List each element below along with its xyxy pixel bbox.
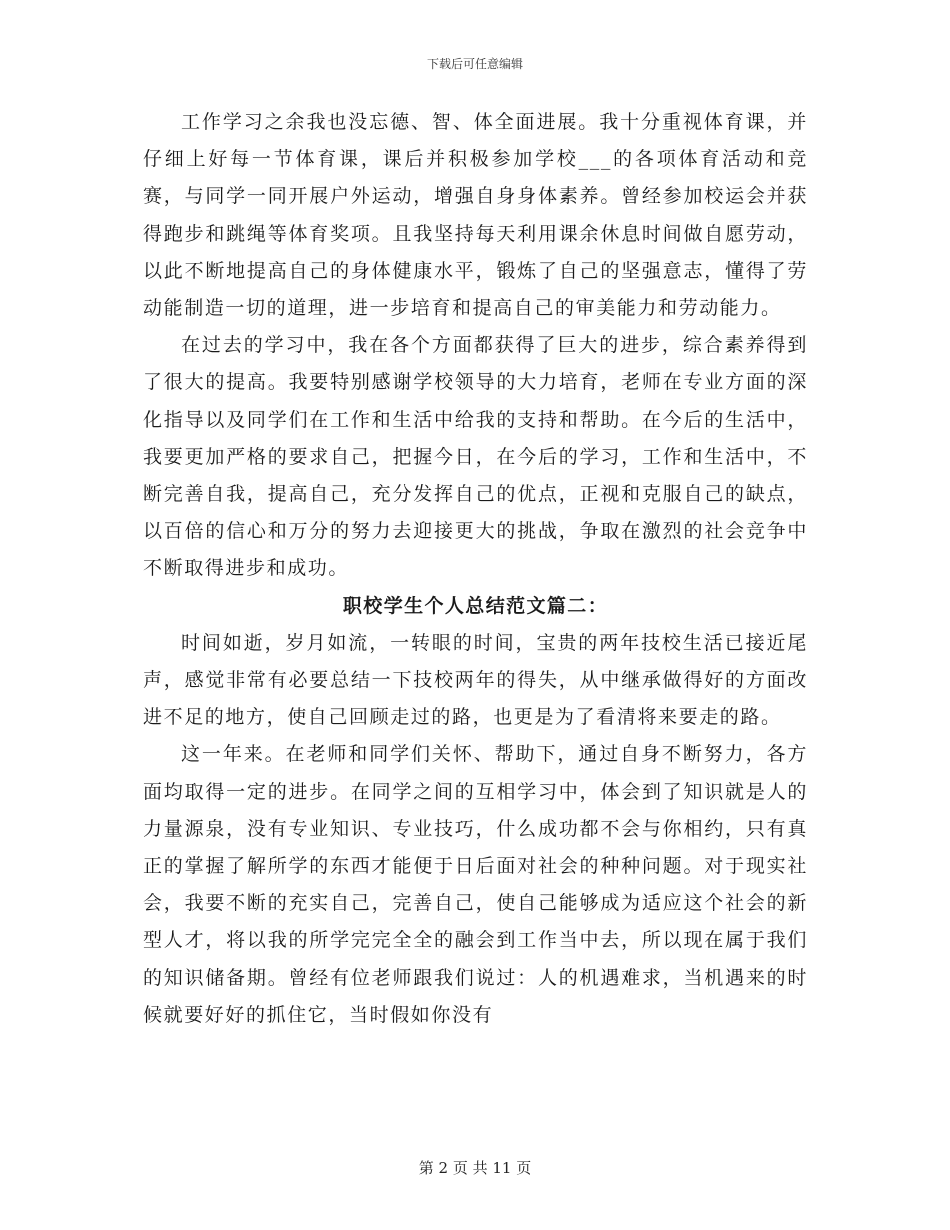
paragraph-sports: 工作学习之余我也没忘德、智、体全面进展。我十分重视体育课，并仔细上好每一节体育课，课后并积极参加学校___的各项体育活动和竞赛，与同学一同开展户外运动，增强自身身体素养。曾经参加校运会并获得跑步和跳绳等体育奖项。且我坚持每天利用课余休息时间做自愿劳动，以此不断地提高自己的身体健康水平，锻炼了自己的坚强意志，懂得了劳动能制造一切的道理，进一步培育和提高自己的审美能力和劳动能力。 — [143, 111, 808, 320]
paragraph-year: 这一年来。在老师和同学们关怀、帮助下，通过自身不断努力，各方面均取得一定的进步。在同学之间的互相学习中，体会到了知识就是人的力量源泉，没有专业知识、专业技巧，什么成功都不会与你相约，只有真正的掌握了解所学的东西才能便于日后面对社会的种种问题。对于现实社会，我要不断的充实自己，完善自己，使自己能够成为适应这个社会的新型人才，将以我的所学完完全全的融会到工作当中去，所以现在属于我们的知识储备期。曾经有位老师跟我们说过：人的机遇难求，当机遇来的时候就要好好的抓住它，当时假如你没有 — [143, 743, 808, 1026]
paragraph-time: 时间如逝，岁月如流，一转眼的时间，宝贵的两年技校生活已接近尾声，感觉非常有必要总结一下技校两年的得失，从中继承做得好的方面改进不足的地方，使自己回顾走过的路，也更是为了看清将来要走的路。 — [143, 631, 808, 729]
header-note: 下载后可任意编辑 — [426, 57, 523, 71]
document-body — [143, 104, 808, 1034]
paragraph-progress: 在过去的学习中，我在各个方面都获得了巨大的进步，综合素养得到了很大的提高。我要特别感谢学校领导的大力培育，老师在专业方面的深化指导以及同学们在工作和生活中给我的支持和帮助。在今后的生活中，我要更加严格的要求自己，把握今日，在今后的学习，工作和生活中，不断完善自我，提高自己，充分发挥自己的优点，正视和克服自己的缺点，以百倍的信心和万分的努力去迎接更大的挑战，争取在激烈的社会竞争中不断取得进步和成功。 — [143, 334, 808, 580]
section-heading: 职校学生个人总结范文篇二： — [342, 594, 609, 617]
page-number: 第 2 页 共 11 页 — [418, 1159, 532, 1177]
